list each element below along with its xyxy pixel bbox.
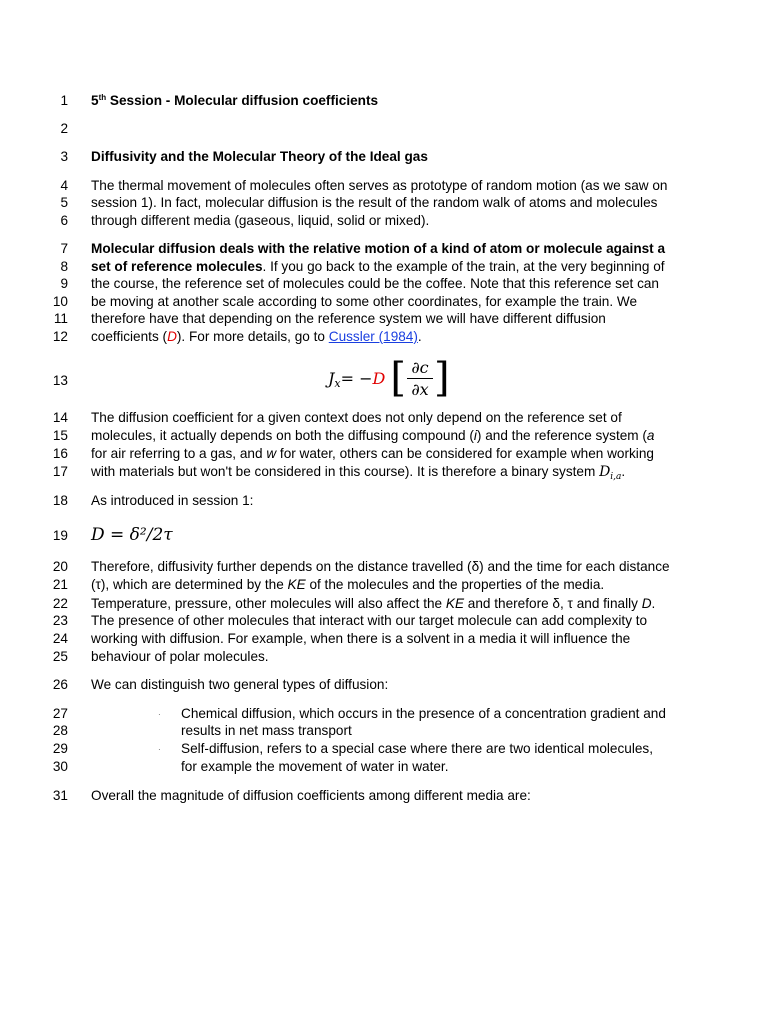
paragraph-line: Molecular diffusion deals with the relative motion of a kind of atom or molecule against a — [91, 241, 666, 256]
line-number: 12 — [52, 329, 68, 344]
line-number: 7 — [60, 241, 68, 256]
paragraph-line: therefore have that depending on the reference system we will have different diffusion — [91, 311, 606, 326]
paragraph-line: session 1). In fact, molecular diffusion is the result of the random walk of atoms and molecules — [91, 195, 658, 210]
paragraph-line: behaviour of polar molecules. — [91, 649, 269, 664]
line-number: 11 — [53, 311, 68, 326]
paragraph-line: with materials but won't be considered in this course). It is therefore a binary system $D_{i,a}$. — [91, 464, 626, 482]
flux-equation: J x = − D [ ∂c ∂x ] — [328, 355, 450, 401]
paragraph-line: We can distinguish two general types of diffusion: — [91, 677, 389, 692]
paragraph-line: Overall the magnitude of diffusion coefficients among different media are: — [91, 788, 531, 803]
line-number: 18 — [52, 493, 68, 508]
line-number: 5 — [60, 195, 68, 210]
line-number: 20 — [52, 559, 68, 574]
line-number: 8 — [60, 259, 68, 274]
list-item: for example the movement of water in water. — [181, 759, 449, 774]
symbol-d: D — [167, 329, 177, 344]
diffusivity-equation: D = δ²/2τ — [91, 525, 173, 545]
line-number: 10 — [52, 294, 68, 309]
line-number: 17 — [52, 464, 68, 479]
line-number: 23 — [52, 613, 68, 628]
line-number: 2 — [60, 121, 68, 136]
paragraph-line: Therefore, diffusivity further depends on the distance travelled (δ) and the time for each distance — [91, 559, 670, 574]
paragraph-line: The thermal movement of molecules often serves as prototype of random motion (as we saw on — [91, 178, 668, 193]
list-item: results in net mass transport — [181, 723, 352, 738]
paragraph-line: the course, the reference set of molecules could be the coffee. Note that this reference set can — [91, 276, 659, 291]
line-number: 3 — [60, 149, 68, 164]
paragraph-line: As introduced in session 1: — [91, 493, 254, 508]
section-heading: Diffusivity and the Molecular Theory of the Ideal gas — [91, 149, 428, 164]
paragraph-line: be moving at another scale according to some other coordinates, for example the train. We — [91, 294, 638, 309]
line-number: 14 — [52, 410, 68, 425]
paragraph-line: molecules, it actually depends on both the diffusing compound (i) and the reference system (a — [91, 428, 655, 443]
line-number: 1 — [60, 93, 68, 108]
line-number: 9 — [60, 276, 68, 291]
paragraph-line: The diffusion coefficient for a given context does not only depend on the reference set of — [91, 410, 622, 425]
line-number: 26 — [52, 677, 68, 692]
line-number: 21 — [52, 577, 68, 592]
line-number: 25 — [52, 649, 68, 664]
paragraph-line: Temperature, pressure, other molecules will also affect the KE and therefore δ, τ and finally D. — [91, 596, 656, 611]
paragraph-line: for air referring to a gas, and w for water, others can be considered for example when working — [91, 446, 654, 461]
paragraph-line: working with diffusion. For example, when there is a solvent in a media it will influence the — [91, 631, 631, 646]
paragraph-line: through different media (gaseous, liquid, solid or mixed). — [91, 213, 430, 228]
paragraph-line: (τ), which are determined by the KE of the molecules and the properties of the media. — [91, 577, 605, 592]
line-number: 29 — [52, 741, 68, 756]
line-number: 13 — [52, 373, 68, 388]
line-number: 15 — [52, 428, 68, 443]
list-item: Self-diffusion, refers to a special case where there are two identical molecules, — [181, 741, 653, 756]
bullet-icon: · — [158, 710, 161, 719]
paragraph-line: coefficients (D). For more details, go to Cussler (1984). — [91, 329, 422, 344]
line-number: 16 — [52, 446, 68, 461]
line-number: 30 — [52, 759, 68, 774]
bullet-icon: · — [158, 745, 161, 754]
paragraph-line: set of reference molecules. If you go back to the example of the train, at the very beginning of — [91, 259, 665, 274]
line-number: 31 — [52, 788, 68, 803]
session-title: 5th Session - Molecular diffusion coefficients — [91, 93, 379, 108]
line-number: 24 — [52, 631, 68, 646]
line-number: 22 — [52, 596, 68, 611]
line-number: 19 — [52, 528, 68, 543]
line-number: 4 — [60, 178, 68, 193]
line-number: 27 — [52, 706, 68, 721]
cussler-link[interactable]: Cussler (1984) — [328, 329, 418, 344]
line-number: 6 — [60, 213, 68, 228]
paragraph-line: The presence of other molecules that interact with our target molecule can add complexity to — [91, 613, 648, 628]
line-number: 28 — [52, 723, 68, 738]
list-item: Chemical diffusion, which occurs in the presence of a concentration gradient and — [181, 706, 666, 721]
